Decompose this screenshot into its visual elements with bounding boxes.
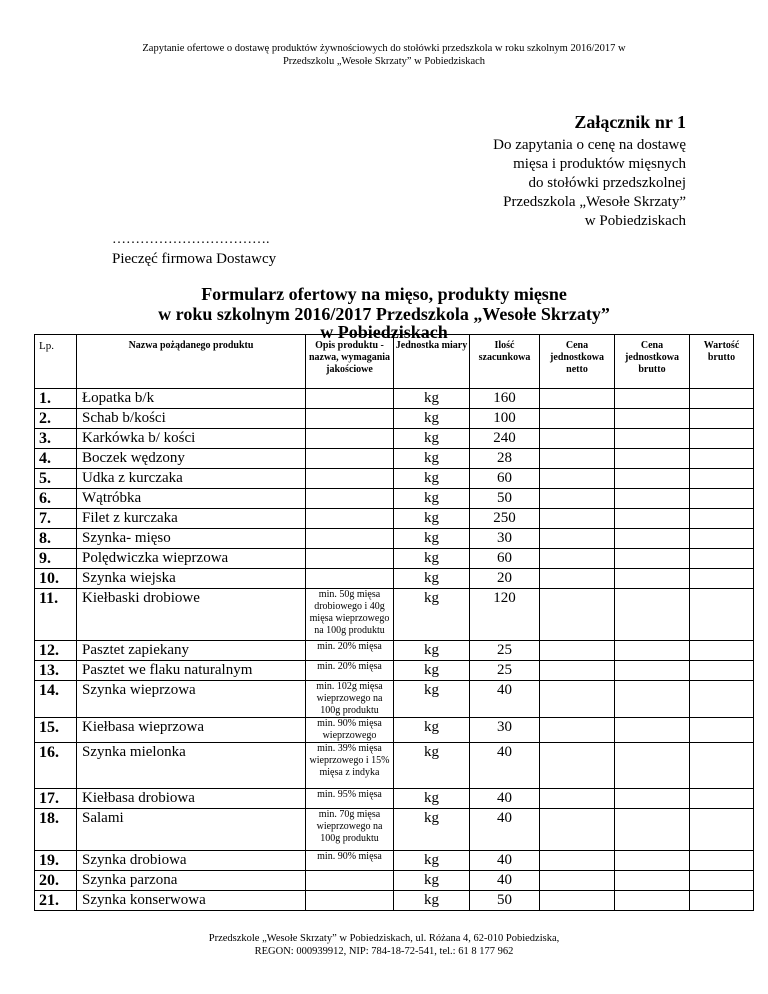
product-description: min. 70g mięsa wieprzowego na 100g produktu [306,809,394,851]
gross-value-cell[interactable] [690,718,754,743]
table-row [35,661,754,681]
product-name: Szynka parzona [77,871,306,891]
row-number: 11. [35,589,77,641]
estimated-quantity: 25 [470,661,540,681]
unit-of-measure: kg [394,589,470,641]
row-number: 1. [35,389,77,409]
gross-value-cell[interactable] [690,661,754,681]
row-number: 4. [35,449,77,469]
product-description: min. 20% mięsa [306,641,394,661]
net-price-cell[interactable] [540,851,615,871]
table-row [35,589,754,641]
unit-of-measure: kg [394,871,470,891]
unit-of-measure: kg [394,569,470,589]
header-lp: Lp. [35,335,77,389]
estimated-quantity: 250 [470,509,540,529]
estimated-quantity: 30 [470,529,540,549]
product-description [306,429,394,449]
unit-of-measure: kg [394,641,470,661]
net-price-cell[interactable] [540,661,615,681]
stamp-dots: ……………………………. [112,232,270,247]
attachment-line: w Pobiedziskach [584,213,686,229]
page-header [0,42,768,68]
gross-value-cell[interactable] [690,681,754,718]
unit-of-measure: kg [394,891,470,911]
gross-price-cell[interactable] [615,809,690,851]
product-description [306,449,394,469]
gross-value-cell[interactable] [690,449,754,469]
table-row [35,389,754,409]
net-price-cell[interactable] [540,641,615,661]
product-name: Polędwiczka wieprzowa [77,549,306,569]
product-description [306,469,394,489]
table-header-row [35,335,754,389]
gross-price-cell[interactable] [615,489,690,509]
gross-price-cell[interactable] [615,661,690,681]
product-description: min. 39% mięsa wieprzowego i 15% mięsa z indyka [306,743,394,789]
row-number: 14. [35,681,77,718]
product-description [306,529,394,549]
gross-price-cell[interactable] [615,718,690,743]
estimated-quantity: 40 [470,789,540,809]
header-unit: Jednostka miary [394,335,470,389]
net-price-cell[interactable] [540,871,615,891]
gross-value-cell[interactable] [690,871,754,891]
unit-of-measure: kg [394,469,470,489]
header-description: Opis produktu - nazwa, wymagania jakościowe [306,335,394,389]
estimated-quantity: 50 [470,489,540,509]
product-name: Łopatka b/k [77,389,306,409]
product-name: Szynka- mięso [77,529,306,549]
row-number: 7. [35,509,77,529]
net-price-cell[interactable] [540,743,615,789]
net-price-cell[interactable] [540,569,615,589]
table-row [35,789,754,809]
gross-price-cell[interactable] [615,641,690,661]
gross-value-cell[interactable] [690,389,754,409]
product-name: Salami [77,809,306,851]
net-price-cell[interactable] [540,469,615,489]
product-description [306,871,394,891]
estimated-quantity: 40 [470,809,540,851]
product-name: Szynka wiejska [77,569,306,589]
gross-price-cell[interactable] [615,871,690,891]
row-number: 20. [35,871,77,891]
row-number: 17. [35,789,77,809]
attachment-description [386,136,686,231]
unit-of-measure: kg [394,509,470,529]
net-price-cell[interactable] [540,489,615,509]
product-description [306,549,394,569]
product-name: Kiełbasa wieprzowa [77,718,306,743]
page-footer [0,932,768,958]
estimated-quantity: 160 [470,389,540,409]
header-gross-price: Cena jednostkowa brutto [615,335,690,389]
product-description [306,509,394,529]
header-net-price: Cena jednostkowa netto [540,335,615,389]
product-name: Boczek wędzony [77,449,306,469]
estimated-quantity: 100 [470,409,540,429]
header-line-2: Przedszkolu „Wesołe Skrzaty” w Pobiedziskach [282,56,486,67]
product-name: Wątróbka [77,489,306,509]
product-name: Filet z kurczaka [77,509,306,529]
unit-of-measure: kg [394,489,470,509]
estimated-quantity: 25 [470,641,540,661]
table-row [35,871,754,891]
product-name: Kiełbaski drobiowe [77,589,306,641]
gross-value-cell[interactable] [690,743,754,789]
product-name: Szynka wieprzowa [77,681,306,718]
table-row [35,891,754,911]
gross-value-cell[interactable] [690,489,754,509]
table-row [35,409,754,429]
net-price-cell[interactable] [540,718,615,743]
product-description: min. 90% mięsa wieprzowego [306,718,394,743]
gross-price-cell[interactable] [615,409,690,429]
row-number: 16. [35,743,77,789]
header-product-name: Nazwa pożądanego produktu [77,335,306,389]
unit-of-measure: kg [394,809,470,851]
footer-line-2: REGON: 000939912, NIP: 784-18-72-541, tel.: 61 8 177 962 [254,946,514,957]
row-number: 9. [35,549,77,569]
net-price-cell[interactable] [540,891,615,911]
header-gross-value: Wartość brutto [690,335,754,389]
gross-price-cell[interactable] [615,549,690,569]
gross-value-cell[interactable] [690,569,754,589]
estimated-quantity: 50 [470,891,540,911]
table-row [35,718,754,743]
table-row [35,489,754,509]
estimated-quantity: 120 [470,589,540,641]
table-row [35,641,754,661]
net-price-cell[interactable] [540,509,615,529]
header-quantity: Ilość szacunkowa [470,335,540,389]
row-number: 8. [35,529,77,549]
product-description [306,569,394,589]
gross-value-cell[interactable] [690,789,754,809]
form-title-line-3: w Pobiedziskach [320,322,448,342]
table-row [35,681,754,718]
row-number: 15. [35,718,77,743]
attachment-line: mięsa i produktów mięsnych [513,156,686,172]
gross-price-cell[interactable] [615,743,690,789]
estimated-quantity: 20 [470,569,540,589]
product-description: min. 102g mięsa wieprzowego na 100g produktu [306,681,394,718]
estimated-quantity: 40 [470,851,540,871]
unit-of-measure: kg [394,681,470,718]
net-price-cell[interactable] [540,809,615,851]
gross-price-cell[interactable] [615,449,690,469]
row-number: 19. [35,851,77,871]
estimated-quantity: 40 [470,871,540,891]
unit-of-measure: kg [394,718,470,743]
product-description: min. 95% mięsa [306,789,394,809]
product-name: Schab b/kości [77,409,306,429]
estimated-quantity: 60 [470,469,540,489]
gross-price-cell[interactable] [615,589,690,641]
row-number: 5. [35,469,77,489]
product-name: Kiełbasa drobiowa [77,789,306,809]
unit-of-measure: kg [394,409,470,429]
net-price-cell[interactable] [540,789,615,809]
table-row [35,809,754,851]
attachment-title: Załącznik nr 1 [574,112,686,132]
unit-of-measure: kg [394,549,470,569]
product-description [306,389,394,409]
gross-value-cell[interactable] [690,589,754,641]
gross-price-cell[interactable] [615,529,690,549]
row-number: 3. [35,429,77,449]
net-price-cell[interactable] [540,529,615,549]
gross-price-cell[interactable] [615,681,690,718]
gross-price-cell[interactable] [615,389,690,409]
gross-value-cell[interactable] [690,809,754,851]
gross-price-cell[interactable] [615,789,690,809]
gross-price-cell[interactable] [615,429,690,449]
gross-price-cell[interactable] [615,509,690,529]
product-name: Szynka mielonka [77,743,306,789]
product-name: Szynka konserwowa [77,891,306,911]
row-number: 6. [35,489,77,509]
gross-value-cell[interactable] [690,891,754,911]
product-description [306,489,394,509]
attachment-line: Do zapytania o cenę na dostawę [493,137,686,153]
product-description [306,891,394,911]
row-number: 12. [35,641,77,661]
unit-of-measure: kg [394,449,470,469]
gross-value-cell[interactable] [690,549,754,569]
header-line-1: Zapytanie ofertowe o dostawę produktów żywnościowych do stołówki przedszkola w roku szkolnym 2016/2017 w [142,43,626,54]
unit-of-measure: kg [394,789,470,809]
product-name: Szynka drobiowa [77,851,306,871]
net-price-cell[interactable] [540,429,615,449]
estimated-quantity: 240 [470,429,540,449]
gross-value-cell[interactable] [690,529,754,549]
estimated-quantity: 40 [470,743,540,789]
gross-price-cell[interactable] [615,851,690,871]
estimated-quantity: 28 [470,449,540,469]
gross-value-cell[interactable] [690,469,754,489]
table-row [35,529,754,549]
net-price-cell[interactable] [540,409,615,429]
product-description [306,409,394,429]
product-description: min. 20% mięsa [306,661,394,681]
net-price-cell[interactable] [540,589,615,641]
row-number: 18. [35,809,77,851]
gross-price-cell[interactable] [615,891,690,911]
attachment-line: Przedszkola „Wesołe Skrzaty” [503,194,686,210]
net-price-cell[interactable] [540,549,615,569]
gross-price-cell[interactable] [615,569,690,589]
attachment-line: do stołówki przedszkolnej [528,175,686,191]
unit-of-measure: kg [394,529,470,549]
product-name: Pasztet zapiekany [77,641,306,661]
gross-value-cell[interactable] [690,509,754,529]
form-title-line-2: w roku szkolnym 2016/2017 Przedszkola „Wesołe Skrzaty” [158,304,610,324]
gross-value-cell[interactable] [690,409,754,429]
table-row [35,429,754,449]
unit-of-measure: kg [394,389,470,409]
row-number: 21. [35,891,77,911]
gross-value-cell[interactable] [690,851,754,871]
product-name: Karkówka b/ kości [77,429,306,449]
net-price-cell[interactable] [540,449,615,469]
table-row [35,851,754,871]
gross-price-cell[interactable] [615,469,690,489]
table-row [35,569,754,589]
form-title-line-1: Formularz ofertowy na mięso, produkty mięsne [201,284,567,304]
footer-line-1: Przedszkole „Wesołe Skrzaty” w Pobiedziskach, ul. Różana 4, 62-010 Pobiedziska, [208,933,560,944]
estimated-quantity: 40 [470,681,540,718]
unit-of-measure: kg [394,851,470,871]
gross-value-cell[interactable] [690,641,754,661]
row-number: 13. [35,661,77,681]
product-description: min. 90% mięsa [306,851,394,871]
table-row [35,469,754,489]
unit-of-measure: kg [394,429,470,449]
estimated-quantity: 30 [470,718,540,743]
product-description: min. 50g mięsa drobiowego i 40g mięsa wieprzowego na 100g produktu [306,589,394,641]
net-price-cell[interactable] [540,681,615,718]
product-name: Pasztet we flaku naturalnym [77,661,306,681]
row-number: 10. [35,569,77,589]
table-row [35,449,754,469]
row-number: 2. [35,409,77,429]
gross-value-cell[interactable] [690,429,754,449]
offer-table [34,334,754,911]
unit-of-measure: kg [394,661,470,681]
table-row [35,549,754,569]
estimated-quantity: 60 [470,549,540,569]
product-name: Udka z kurczaka [77,469,306,489]
unit-of-measure: kg [394,743,470,789]
net-price-cell[interactable] [540,389,615,409]
table-row [35,509,754,529]
table-row [35,743,754,789]
stamp-label: Pieczęć firmowa Dostawcy [112,251,277,267]
